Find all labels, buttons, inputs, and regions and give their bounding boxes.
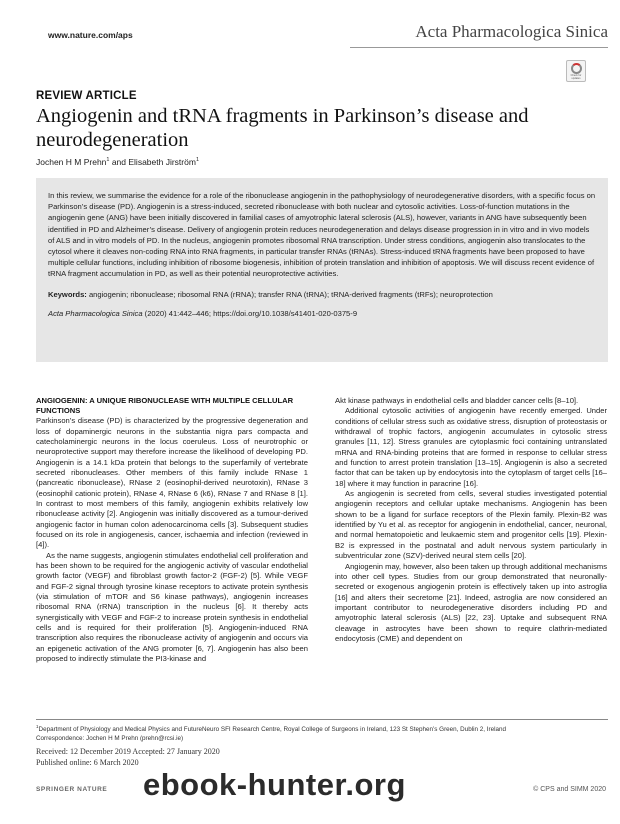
author-line <box>36 157 199 167</box>
body-paragraph: As angiogenin is secreted from cells, several studies investigated potential angiogenin receptors and cellular uptake mechanisms. Angiogenin has been shown to be a ligand for surface receptors of the Plexin family. Plexin-B2 was identified by Yu et al. as receptor for angiogenin in endothelial, cancer, neuronal, and normal hematopoietic and leukaemic stem and progenitor cells [19]. Plexin-B2 is expressed in the postnatal and adult nervous system particularly in subventricular zone (SZV)-derived neural stem cells [20]. <box>335 489 607 561</box>
journal-name: Acta Pharmacologica Sinica <box>415 22 608 41</box>
body-paragraph: Akt kinase pathways in endothelial cells and bladder cancer cells [8–10]. <box>335 396 579 405</box>
abstract-text: In this review, we summarise the evidence for a role of the ribonuclease angiogenin in the pathophysiology of neurodegenerative disorders, with a specific focus on Parkinson’s disease (PD). Angiogenin is a stress-induced, secreted ribonuclease with both nuclear and cytosolic activities. Loss-of-function mutations in the angiogenin gene (ANG) have been initially discovered in familial cases of amyotrophic lateral sclerosis (ALS), however, variants in ANG have subsequently been identified in PD and Alzheimer’s disease. Delivery of angiogenin protein reduces neurodegeneration and delays disease progression in in vitro and in vivo models of ALS and in vitro models of PD. In the nucleus, angiogenin promotes ribosomal RNA transcription. Under stress conditions, angiogenin also translocates to the cytosol where it cleaves non-coding RNA into RNA fragments, in particular transfer RNAs (tRNAs). Stress-induced tRNA fragments have been proposed to have multiple cellular functions, including inhibition of ribosome biogenesis, inhibition of protein translation and inhibition of apoptosis. We will discuss recent evidence of tRNA fragment accumulation in PD, as well as their potential neuroprotective activities. <box>48 191 596 279</box>
article-title: Angiogenin and tRNA fragments in Parkinson’s disease and neurodegeneration <box>36 105 529 151</box>
body-paragraph: Parkinson’s disease (PD) is characterized by the progressive degeneration and loss of dopaminergic neurons in the substantia nigra pars compacta and catecholaminergic neurons in the locus coeruleus. Loss of neurotrophic or neuroprotective support may therefore increase the likelihood of developing PD. Angiogenin is a 14.1 kDa protein that belongs to the superfamily of vertebrate secreted ribonucleases. Other members of this family include RNase 1 (pancreatic ribonuclease), RNase 2 (eosinophil-derived neurotoxin), RNase 3 (eosinophil cationic protein), RNase 4, RNase 6 (k6), RNase 7 and RNase 8 [1]. In contrast to most members of this family, angiogenin exhibits relatively low ribonuclease activity [2]. Angiogenin was initially discovered as a tumour-derived angiogenic factor in human colon adenocarcinoma cells [3]. Subsequent studies focused on its role in angiogenesis, cancer, ischaemia and infection (reviewed in [4]). <box>36 416 308 550</box>
body-paragraph: As the name suggests, angiogenin stimulates endothelial cell proliferation and has been shown to be required for the angiogenic activity of vascular endothelial growth factor (VEGF) and fibroblast growth factor-2 (FGF-2) [5]. While VEGF and FGF-2 signal through tyrosine kinase receptors to activate protein synthesis (via stimulation of mTOR and S6 kinase pathways), angiogenin increases ribosomal RNA (rRNA) transcription in the nucleus [6]. It thereby acts synergistically with VEGF and FGF-2 to increase protein synthesis in endothelial cells and is required for their proliferation [5]. Angiogenin-induced RNA transcription also requires the ribonuclease activity of angiogenin and occurs via an epigenetic activation of the ANG promoter [6, 7]. Angiogenin has also been proposed to indirectly stimulate the PI3-kinase and <box>36 550 308 664</box>
watermark: ebook-hunter.org <box>143 767 406 802</box>
section-heading: ANGIOGENIN: A UNIQUE RIBONUCLEASE WITH MULTIPLE CELLULAR FUNCTIONS <box>36 396 294 415</box>
keywords-label: Keywords: <box>48 289 87 299</box>
affiliation-marker: 1 <box>36 724 39 729</box>
copyright: © CPS and SIMM 2020 <box>533 786 606 793</box>
update-ring-icon <box>571 63 582 74</box>
affiliation-marker: 1 <box>195 157 199 164</box>
author-name[interactable]: Jochen H M Prehn <box>36 157 107 167</box>
publication-dates <box>36 747 220 768</box>
citation <box>48 309 596 318</box>
citation-doi[interactable]: (2020) 41:442–446; https://doi.org/10.1038/s41401-020-0375-9 <box>142 308 358 318</box>
received-accepted: Received: 12 December 2019 Accepted: 27 January 2020 <box>36 747 220 756</box>
author-name[interactable]: Elisabeth Jirström <box>128 157 196 167</box>
publisher-logo: SPRINGER NATURE <box>36 786 108 793</box>
journal-url[interactable]: www.nature.com/aps <box>48 30 133 40</box>
correspondence: Correspondence: Jochen H M Prehn (prehn@rcsi.ie) <box>36 735 184 743</box>
badge-label: Check for updates <box>570 73 582 80</box>
keywords-list: angiogenin; ribonuclease; ribosomal RNA (rRNA); transfer RNA (tRNA); tRNA-derived fragments (tRFs); neuroprotection <box>86 289 493 299</box>
abstract-panel <box>36 178 608 362</box>
body-column-right <box>335 396 607 644</box>
body-paragraph: Additional cytosolic activities of angiogenin have recently emerged. Under conditions of cellular stress such as oxidative stress, disruption of proteostasis or withdrawal of trophic factors, angiogenin accumulates in cytosolic stress granules [11, 12]. Stress granules are cytoplasmic foci containing untranslated mRNA and RNA-binding proteins that are formed in response to cellular stress and function to arrest protein translation [13–15]. Angiogenin is also a secreted factor that can be taken up by endocytosis into the cytoplasm of target cells [16–18] where it may function in paracrine [16]. <box>335 406 607 488</box>
affiliation-text: Department of Physiology and Medical Physics and FutureNeuro SFI Research Centre, Royal College of Surgeons in Ireland, 123 St Stephen’s Green, Dublin 2, Ireland <box>38 726 507 734</box>
header-divider <box>350 47 608 48</box>
check-for-updates-badge[interactable] <box>566 60 586 82</box>
body-paragraph: Angiogenin may, however, also been taken up through additional mechanisms into other cell types. Studies from our group demonstrated that neuronally-secreted or exogenous angiogenin protein is effectively taken up into astroglia [16] and alters their secretome [21]. Indeed, astroglia are now considered an important contributor to neurodegenerative disorders including PD and amyotrophic lateral sclerosis (ALS) [22, 23]. Uptake and subsequent RNA cleavage in astrocytes have been shown to require clathrin-mediated endocytosis (CME) and dependent on <box>335 561 608 643</box>
citation-journal: Acta Pharmacologica Sinica <box>48 308 143 318</box>
article-type: REVIEW ARTICLE <box>36 90 137 102</box>
keywords <box>48 289 596 300</box>
footnote-divider <box>36 719 608 720</box>
affiliation-marker: 1 <box>106 157 110 164</box>
affiliation-footnote <box>36 722 608 743</box>
published-online: Published online: 6 March 2020 <box>36 757 139 767</box>
author-conjunction: and <box>109 157 129 167</box>
body-column-left <box>36 396 308 664</box>
